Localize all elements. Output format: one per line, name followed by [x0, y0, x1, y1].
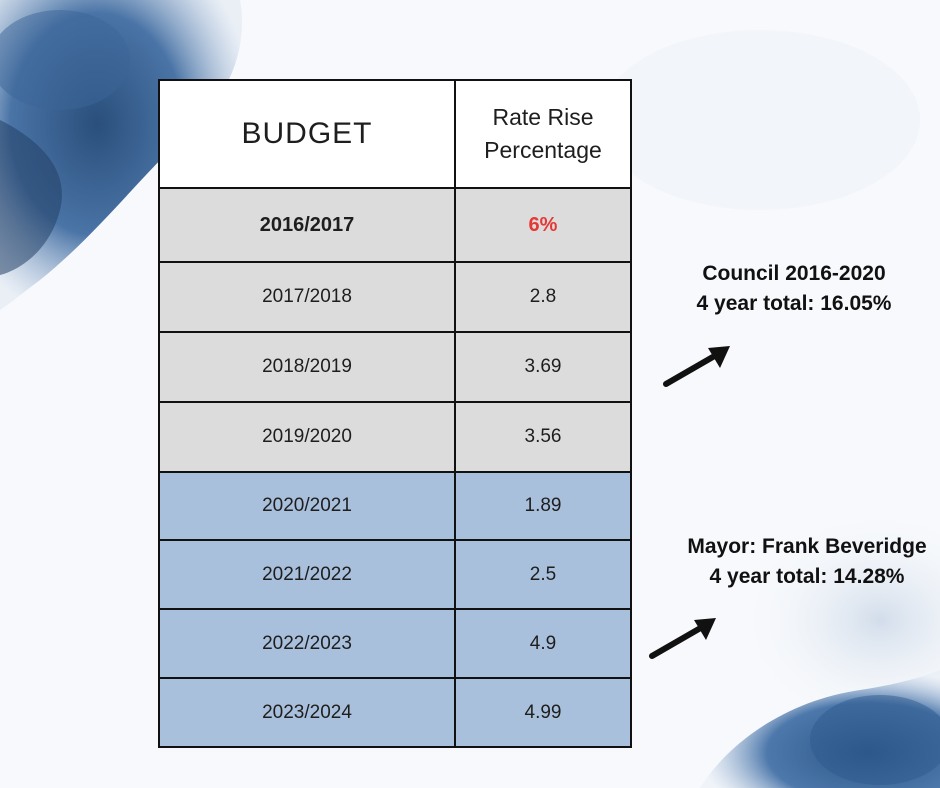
rate-header-line1: Rate Rise	[492, 104, 594, 130]
table-row	[159, 402, 631, 472]
rate-cell: 2.5	[455, 540, 631, 609]
mayor-total-annotation	[676, 532, 938, 592]
table-row	[159, 262, 631, 332]
year-cell: 2017/2018	[159, 262, 455, 332]
mayor-annotation-line2: 4 year total: 14.28%	[709, 565, 905, 588]
year-cell: 2021/2022	[159, 540, 455, 609]
rate-header-line2: Percentage	[484, 137, 602, 163]
rate-rise-table	[158, 79, 632, 748]
arrow-up-right-icon	[660, 340, 740, 392]
rate-cell: 4.9	[455, 609, 631, 678]
rate-cell: 6%	[455, 188, 631, 262]
council-annotation-line1: Council 2016-2020	[702, 262, 886, 285]
year-cell: 2023/2024	[159, 678, 455, 747]
rate-column-header	[455, 80, 631, 188]
table-row	[159, 188, 631, 262]
table-header-row	[159, 80, 631, 188]
council-annotation-line2: 4 year total: 16.05%	[696, 292, 892, 315]
rate-cell: 4.99	[455, 678, 631, 747]
rate-cell: 3.56	[455, 402, 631, 472]
council-total-annotation	[668, 259, 920, 319]
year-cell: 2019/2020	[159, 402, 455, 472]
rate-cell: 2.8	[455, 262, 631, 332]
table-row	[159, 332, 631, 402]
year-cell: 2022/2023	[159, 609, 455, 678]
year-cell: 2018/2019	[159, 332, 455, 402]
table-row	[159, 678, 631, 747]
year-cell: 2016/2017	[159, 188, 455, 262]
table-row	[159, 472, 631, 540]
table-row	[159, 609, 631, 678]
mayor-annotation-line1: Mayor: Frank Beveridge	[687, 535, 927, 558]
year-cell: 2020/2021	[159, 472, 455, 540]
table-row	[159, 540, 631, 609]
rate-cell: 3.69	[455, 332, 631, 402]
rate-cell: 1.89	[455, 472, 631, 540]
budget-column-header: BUDGET	[159, 80, 455, 188]
arrow-up-right-icon	[646, 612, 726, 664]
